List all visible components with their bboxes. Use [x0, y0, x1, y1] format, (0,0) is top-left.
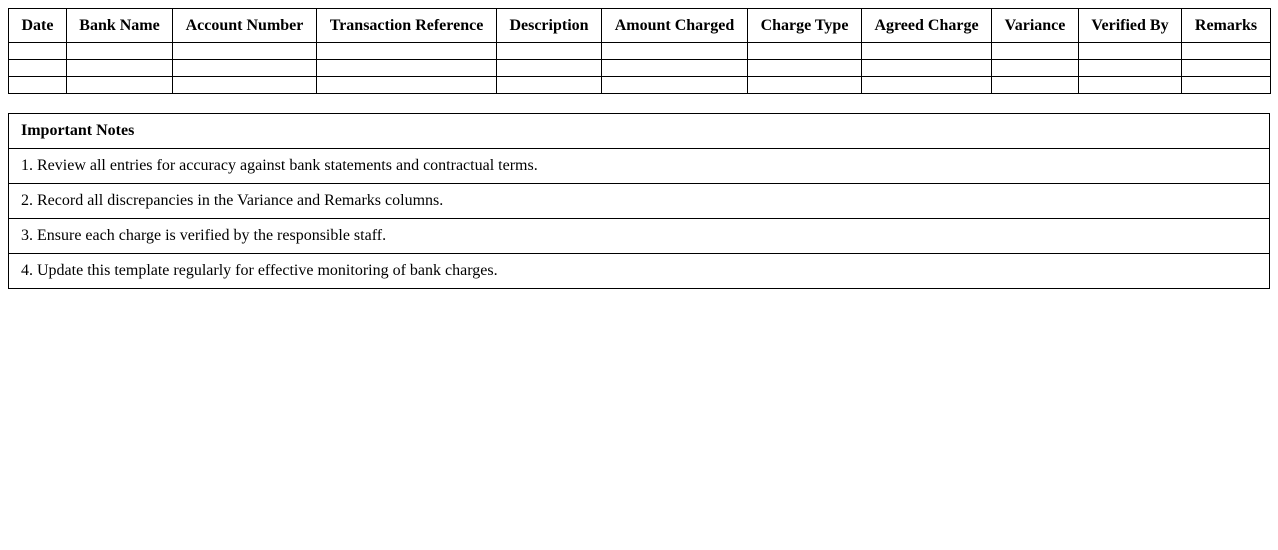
table-cell[interactable]: [497, 60, 602, 77]
table-cell[interactable]: [992, 77, 1079, 94]
table-cell[interactable]: [1079, 60, 1182, 77]
column-header-transaction-reference: Transaction Reference: [317, 9, 497, 43]
column-header-verified-by: Verified By: [1079, 9, 1182, 43]
table-cell[interactable]: [992, 43, 1079, 60]
table-cell[interactable]: [992, 60, 1079, 77]
table-cell[interactable]: [173, 60, 317, 77]
table-cell[interactable]: [748, 77, 862, 94]
table-cell[interactable]: [862, 43, 992, 60]
table-cell[interactable]: [173, 77, 317, 94]
table-cell[interactable]: [67, 60, 173, 77]
table-cell[interactable]: [67, 77, 173, 94]
table-row: [9, 60, 1271, 77]
notes-item-row: [9, 219, 1270, 254]
table-cell[interactable]: [1079, 43, 1182, 60]
note-item: 4. Update this template regularly for effective monitoring of bank charges.: [9, 254, 1270, 289]
column-header-description: Description: [497, 9, 602, 43]
note-item: 2. Record all discrepancies in the Variance and Remarks columns.: [9, 184, 1270, 219]
notes-item-row: [9, 149, 1270, 184]
column-header-charge-type: Charge Type: [748, 9, 862, 43]
column-header-date: Date: [9, 9, 67, 43]
table-cell[interactable]: [173, 43, 317, 60]
column-header-agreed-charge: Agreed Charge: [862, 9, 992, 43]
table-cell[interactable]: [317, 43, 497, 60]
table-cell[interactable]: [1079, 77, 1182, 94]
column-header-remarks: Remarks: [1182, 9, 1271, 43]
table-cell[interactable]: [497, 43, 602, 60]
notes-title: Important Notes: [9, 114, 1270, 149]
column-header-variance: Variance: [992, 9, 1079, 43]
table-row: [9, 77, 1271, 94]
table-header-row: [9, 9, 1271, 43]
table-cell[interactable]: [1182, 77, 1271, 94]
table-cell[interactable]: [317, 60, 497, 77]
important-notes-table: [8, 113, 1270, 289]
table-row: [9, 43, 1271, 60]
column-header-bank-name: Bank Name: [67, 9, 173, 43]
table-cell[interactable]: [602, 77, 748, 94]
table-cell[interactable]: [602, 60, 748, 77]
table-cell[interactable]: [9, 77, 67, 94]
column-header-account-number: Account Number: [173, 9, 317, 43]
note-item: 1. Review all entries for accuracy against bank statements and contractual terms.: [9, 149, 1270, 184]
table-cell[interactable]: [1182, 60, 1271, 77]
table-cell[interactable]: [317, 77, 497, 94]
table-cell[interactable]: [862, 60, 992, 77]
table-cell[interactable]: [497, 77, 602, 94]
notes-title-row: [9, 114, 1270, 149]
column-header-amount-charged: Amount Charged: [602, 9, 748, 43]
note-item: 3. Ensure each charge is verified by the responsible staff.: [9, 219, 1270, 254]
table-cell[interactable]: [862, 77, 992, 94]
table-cell[interactable]: [748, 43, 862, 60]
notes-item-row: [9, 184, 1270, 219]
table-cell[interactable]: [1182, 43, 1271, 60]
bank-charges-table: [8, 8, 1271, 94]
table-cell[interactable]: [9, 43, 67, 60]
notes-item-row: [9, 254, 1270, 289]
table-cell[interactable]: [602, 43, 748, 60]
table-cell[interactable]: [9, 60, 67, 77]
table-cell[interactable]: [748, 60, 862, 77]
table-cell[interactable]: [67, 43, 173, 60]
